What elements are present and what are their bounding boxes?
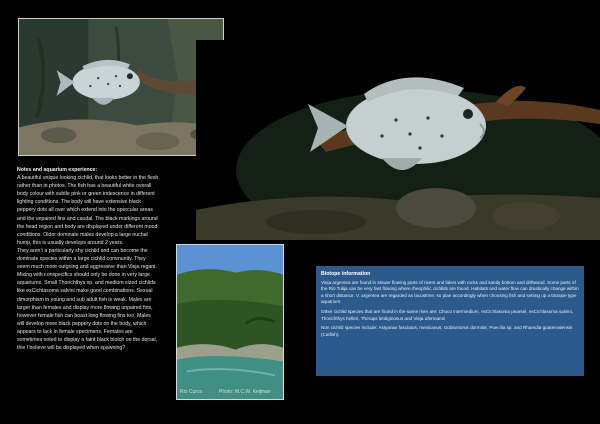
- biotope-info-box: [316, 266, 584, 376]
- river-photo: [176, 244, 284, 400]
- notes-paragraph: They aren’t a particularly shy cichlid and can become the dominate species within a large cichlid community. They seem much more outgoing and aggressive than Vieja regani. Mixing with conspecifics should only be done in very large aquariums. Small Thorichthys sp. and medium sized cichlids like exCichlasoma salvini make good combinations. Sexual dimorphism in young and sub adult fish is weak. Males are larger than females and display more flowing unpaired fins, however female fish can boast long flowing fins too. Males will develop more black peppery dots on the body, which appears to lack in female specimens. Females are sometimes noted to display a faint black blotch on the dorsal, this I believe will be displayed when spawning?: [17, 247, 158, 352]
- biotope-paragraph: Non cichlid species include: Astyanax fasciatus, mexicanus, Gobiomorus dormitor, Poecilia sp. and Rhamdia guatemalensis (Catfish).: [321, 325, 573, 337]
- notes-heading: Notes and aquarium experience:: [17, 167, 98, 173]
- river-location-caption: Rio Curco: [180, 389, 203, 395]
- biotope-title: Biotope information: [321, 271, 371, 277]
- biotope-paragraph: Other cichlid species that are found in the same river are: Chuco intermedium, exCichlasoma pearsei, exCichlasoma salvini, Thorichthys helleri, Theraps lentiginosus and Vieja ufermanni: [321, 308, 574, 321]
- photo-credit-caption: Photo: M.C.W. Keijman: [219, 389, 271, 395]
- aquarium-photo-large: [196, 40, 600, 240]
- biotope-paragraph: Vieja argentea are found in slower flowing parts of rivers and lakes with rocks and sandy bottom and driftwood. Some parts of the Rio Tulija can be very fast flowing where rheophilic cichlids are found. Habitats and water flow can drastically change within a short distance. V. argentea are regarded as lacustrine, so plan accordingly when choosing fish and setting up a biotope type aquarium.: [321, 279, 579, 305]
- notes-section: [17, 166, 159, 352]
- aquarium-photo-small: [18, 18, 224, 156]
- notes-paragraph: A beautiful unique looking cichlid, that looks better in the flesh rather than in photos. The fish has a beautiful white overall body colour with subtle pink or green iridescence in different lighting conditions. The body will have extensive black peppery dots all over which extend into the opercular areas and the unpaired fins and caudal. The black markings around the head region and body are displayed under different mood conditions. Older dominate males develop a large nuchal hump, this is usually develops around 2 years.: [17, 175, 159, 246]
